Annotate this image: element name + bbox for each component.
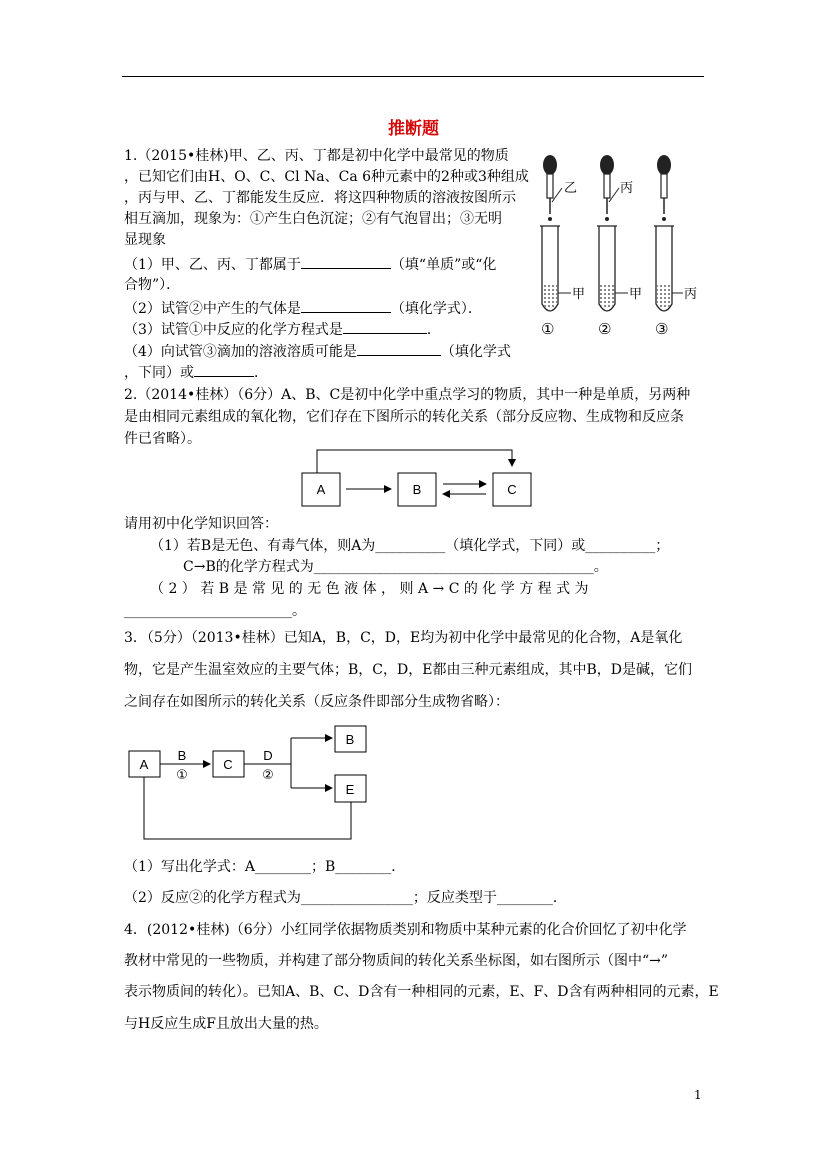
q3-answer-1: （1）写出化学式：A________；B________． xyxy=(124,859,406,875)
answer-blank[interactable] xyxy=(301,254,391,269)
tube-number-2: ② xyxy=(598,320,612,338)
dropper-3 xyxy=(657,155,671,221)
arrow-label-b: B xyxy=(177,748,187,763)
test-tube-3 xyxy=(654,226,674,311)
q2-sub2: （ 2 ） 若 B 是 常 见 的 无 色 液 体 ， 则 A → C 的 化 学 方 程 式 为 xyxy=(150,581,589,597)
q3-line-3: 之间存在如图所示的转化关系（反应条件即部分生成物省略）： xyxy=(124,694,509,710)
q2-line-1: 2.（2014•桂林）（6分）A、B、C是初中化学中重点学习的物质，其中一种是单质，另两种 xyxy=(124,387,691,403)
q3-line-1: 3．（5分）（2013•桂林）已知A，B，C，D，E均为初中化学中最常见的化合物，A是氧化 xyxy=(124,630,683,646)
q1-line-2: ，已知它们由H、O、C、Cl Na、Ca 6种元素中的2种或3种组成 xyxy=(124,169,529,185)
page-number: 1 xyxy=(694,1088,702,1102)
test-tube-2 xyxy=(597,226,617,311)
q4-line-1: 4．(2012•桂林)（6分）小红同学依据物质类别和物质中某种元素的化合价回忆了初中化学 xyxy=(124,922,687,938)
q3-diagram xyxy=(124,722,374,844)
q1-line-3: ，丙与甲、乙、丁都能发生反应．将这四种物质的溶液按图所示 xyxy=(124,190,516,206)
box-b-label: B xyxy=(412,482,422,497)
answer-blank[interactable] xyxy=(357,341,441,356)
arrow-label-1: ① xyxy=(176,768,188,783)
q1-part2: （2）试管②中产生的气体是 （填化学式）． xyxy=(124,298,482,319)
test-tube-figure xyxy=(527,148,705,340)
arrow-label-2: ② xyxy=(262,768,274,783)
q3-answer-2: （2）反应②的化学方程式为________________；反应类型于________． xyxy=(124,890,567,906)
q4-line-3: 表示物质间的转化）。已知A、B、C、D含有一种相同的元素，E、F、D含有两种相同的元素，E xyxy=(124,984,719,1000)
solution-label-1: 甲 xyxy=(572,286,586,301)
answer-blank[interactable] xyxy=(343,319,427,334)
q2-line-3: 件已省略）。 xyxy=(124,431,201,447)
box-e-label: E xyxy=(345,782,355,797)
dropper-label-2: 丙 xyxy=(620,180,634,195)
arrow-a-c xyxy=(317,450,512,473)
box-c-label: C xyxy=(507,482,517,497)
q1-line-5: 显现象 xyxy=(124,232,166,248)
answer-blank[interactable] xyxy=(194,362,254,377)
dropper-1 xyxy=(543,155,557,221)
answer-blank[interactable] xyxy=(301,298,391,313)
q1-part3: （3）试管①中反应的化学方程式是 ． xyxy=(124,319,441,340)
test-tube-1 xyxy=(540,226,560,311)
box-b-label: B xyxy=(345,732,355,747)
solution-label-3: 丙 xyxy=(684,286,698,301)
tube-number-1: ① xyxy=(541,320,555,338)
q2-sub2-blank: ________________________。 xyxy=(124,603,306,619)
dropper-label-1: 乙 xyxy=(564,180,578,195)
q1-line-1: 1.（2015•桂林)甲、乙、丙、丁都是初中化学中最常见的物质 xyxy=(124,148,509,164)
q2-line-2: 是由相同元素组成的氧化物，它们存在下图所示的转化关系（部分反应物、生成物和反应条 xyxy=(124,409,684,425)
loop-a-e xyxy=(144,777,351,839)
q3-line-2: 物，它是产生温室效应的主要气体；B，C，D，E都由三种元素组成，其中B，D是碱，它们 xyxy=(124,662,692,678)
q2-sub1: （1）若B是无色、有毒气体，则A为__________（填化学式，下同）或__________； xyxy=(150,538,670,554)
dropper-2 xyxy=(600,155,614,221)
box-a-label: A xyxy=(316,482,326,497)
q1-line-4: 相互滴加，现象为：①产生白色沉淀；②有气泡冒出；③无明 xyxy=(124,211,502,227)
tube-number-3: ③ xyxy=(655,320,669,338)
header-rule xyxy=(122,76,704,77)
q1-part4-cont: ，下同）或 ． xyxy=(124,362,268,383)
solution-label-2: 甲 xyxy=(629,286,643,301)
q2-diagram xyxy=(300,446,535,510)
arrow-label-d: D xyxy=(263,748,273,763)
q1-part4: （4）向试管③滴加的溶液溶质可能是 （填化学式 xyxy=(124,341,511,362)
q2-sub1-eq: C→B的化学方程式为________________________________________。 xyxy=(183,559,608,575)
q4-line-2: 教材中常见的一些物质，并构建了部分物质间的转化关系坐标图，如右图所示（图中“→” xyxy=(124,953,669,969)
q1-part1: （1）甲、乙、丙、丁都属于 （填“单质”或“化 xyxy=(124,254,496,275)
page-title: 推断题 xyxy=(388,119,439,139)
q1-part1-cont: 合物”）． xyxy=(124,277,181,293)
q2-prompt: 请用初中化学知识回答： xyxy=(124,516,278,532)
q4-line-4: 与H反应生成F且放出大量的热。 xyxy=(124,1016,328,1032)
box-a-label: A xyxy=(139,757,149,772)
box-c-label: C xyxy=(223,757,233,772)
